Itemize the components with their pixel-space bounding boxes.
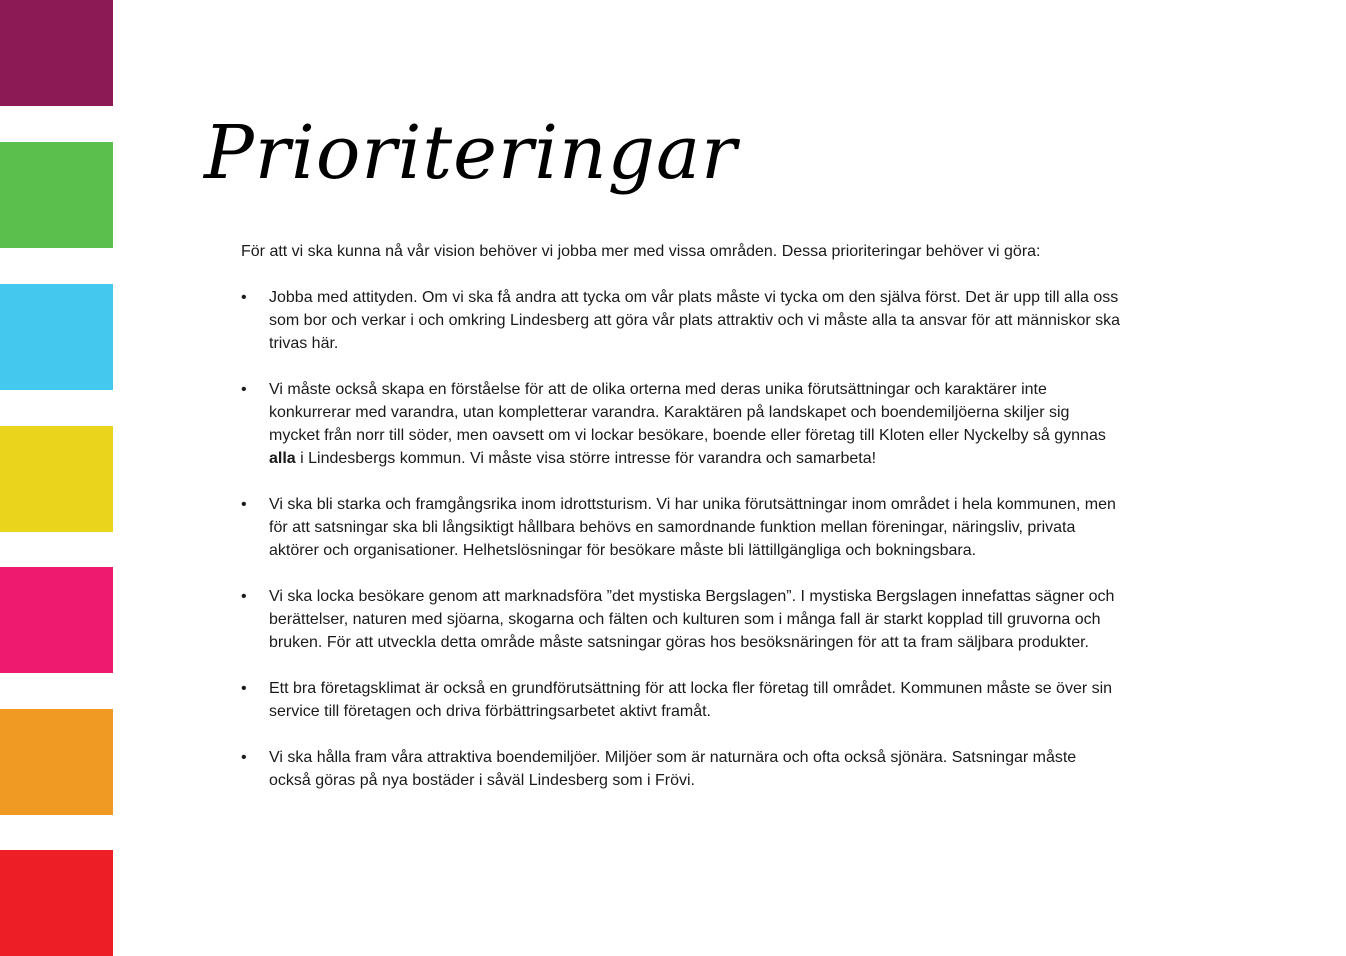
list-item-text: Vi ska hålla fram våra attraktiva boendemiljöer. Miljöer som är naturnära och ofta också sjönära. Satsningar måste också göras på nya bostäder i såväl Lindesberg som i Frövi.: [269, 749, 1077, 789]
page-title: Prioriteringar: [204, 110, 738, 196]
swatch-yellow: [0, 426, 113, 532]
list-item-text-part: i Lindesbergs kommun. Vi måste visa större intresse för varandra och samarbeta!: [295, 450, 877, 467]
list-item: [241, 378, 1121, 470]
intro-paragraph: För att vi ska kunna nå vår vision behöver vi jobba mer med vissa områden. Dessa prioriteringar behöver vi göra:: [241, 243, 1041, 260]
bullet-icon: •: [241, 749, 247, 766]
list-item-text: Ett bra företagsklimat är också en grundförutsättning för att locka fler företag till området. Kommunen måste se över sin service till företagen och driva förbättringsarbetet aktivt framåt.: [269, 680, 1113, 720]
bullet-icon: •: [241, 381, 247, 398]
list-item: [241, 585, 1121, 654]
bullet-icon: •: [241, 588, 247, 605]
emphasis-text: alla: [269, 450, 296, 467]
swatch-red: [0, 850, 113, 956]
list-item-text-part: Vi måste också skapa en förståelse för att de olika orterna med deras unika förutsättningar och karaktärer inte konkurrerar med varandra, utan kompletterar varandra. Karaktären på landskapet och boendemiljöerna skiljer sig mycket från norr till söder, men oavsett om vi lockar besökare, boende eller företag till Kloten eller Nyckelby så gynnas: [269, 381, 1106, 444]
list-item: [241, 677, 1121, 723]
bullet-icon: •: [241, 680, 247, 697]
swatch-pink: [0, 567, 113, 673]
swatch-purple: [0, 0, 113, 106]
swatch-cyan: [0, 284, 113, 390]
list-item-text: Jobba med attityden. Om vi ska få andra att tycka om vår plats måste vi tycka om den själva först. Det är upp till alla oss som bor och verkar i och omkring Lindesberg att göra vår plats attraktiv och vi måste alla ta ansvar för att människor ska trivas här.: [269, 289, 1121, 352]
list-item-text: Vi ska locka besökare genom att marknadsföra ”det mystiska Bergslagen”. I mystiska Bergslagen innefattas sägner och berättelser, naturen med sjöarna, skogarna och fälten och kulturen som i många fall är starkt kopplad till gruvorna och bruken. För att utveckla detta område måste satsningar göras hos besöksnäringen för att ta fram säljbara produkter.: [269, 588, 1115, 651]
priority-list: [241, 286, 1121, 792]
color-swatch-bar: [0, 0, 113, 952]
bullet-icon: •: [241, 496, 247, 513]
list-item-text: [269, 381, 1106, 467]
main-content: [241, 240, 1121, 815]
bullet-icon: •: [241, 289, 247, 306]
swatch-green: [0, 142, 113, 248]
list-item-text: Vi ska bli starka och framgångsrika inom idrottsturism. Vi har unika förutsättningar inom området i hela kommunen, men för att satsningar ska bli långsiktigt hållbara behövs en samordnande funktion mellan föreningar, näringsliv, privata aktörer och organisationer. Helhetslösningar för besökare måste bli lättillgängliga och bokningsbara.: [269, 496, 1116, 559]
list-item: [241, 493, 1121, 562]
list-item: [241, 286, 1121, 355]
swatch-orange: [0, 709, 113, 815]
list-item: [241, 746, 1121, 792]
